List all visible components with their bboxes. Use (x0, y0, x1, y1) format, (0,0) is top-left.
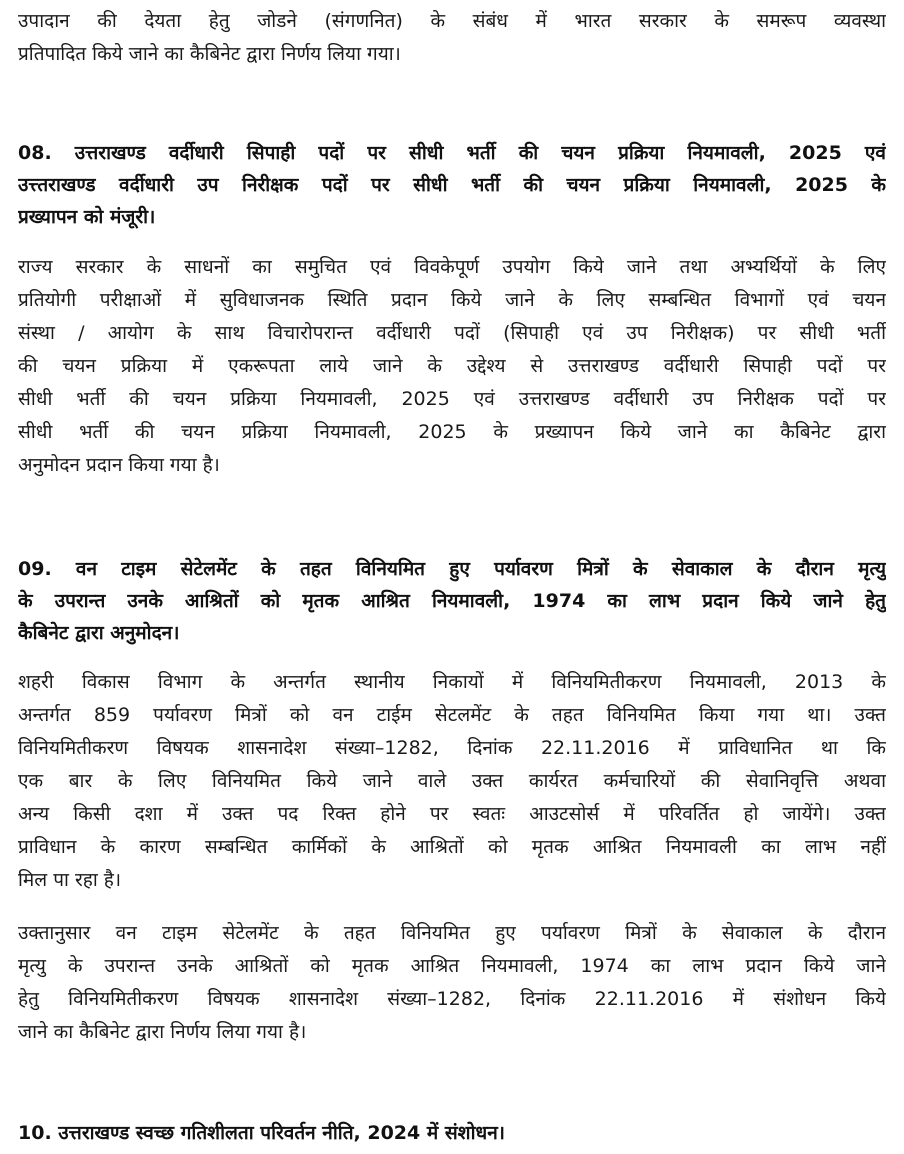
paragraph-line: विनियमितीकरण विषयक शासनादेश संख्या–1282, दिनांक 22.11.2016 में प्राविधानित था कि (18, 737, 886, 759)
item-09-paragraph-2 (18, 917, 886, 1049)
paragraph-line: राज्य सरकार के साधनों का समुचित एवं विवकेपूर्ण उपयोग किये जाने तथा अभ्यर्थियों के लिए (18, 256, 886, 278)
paragraph-line: अन्तर्गत 859 पर्यावरण मित्रों को वन टाईम सेटलमेंट के तहत विनियमित किया गया था। उक्त (18, 704, 886, 726)
paragraph-line: सीधी भर्ती की चयन प्रक्रिया नियमावली, 2025 के प्रख्यापन किये जाने का कैबिनेट द्वारा (18, 421, 886, 443)
item-10-heading (18, 1117, 886, 1149)
item-09-paragraph-1 (18, 666, 886, 897)
paragraph-line: हेतु विनियमितीकरण विषयक शासनादेश संख्या–1282, दिनांक 22.11.2016 में संशोधन किये (18, 988, 886, 1010)
paragraph-line: उपादान की देयता हेतु जोडने (संगणनित) के संबंध में भारत सरकार के समरूप व्यवस्था (18, 10, 886, 32)
paragraph-line: प्रतिपादित किये जाने का कैबिनेट द्वारा निर्णय लिया गया। (18, 43, 401, 65)
intro-paragraph (18, 5, 886, 71)
paragraph-line: एक बार के लिए विनियमित किये जाने वाले उक्त कार्यरत कर्मचारियों की सेवानिवृत्ति अथवा (18, 770, 886, 792)
paragraph-line: संस्था / आयोग के साथ विचारोपरान्त वर्दीधारी पदों (सिपाही एवं उप निरीक्षक) पर सीधी भर्ती (18, 322, 886, 344)
paragraph-line: मिल पा रहा है। (18, 869, 122, 891)
paragraph-line: प्राविधान के कारण सम्बन्धित कार्मिकों के आश्रितों को मृतक आश्रित नियमावली का लाभ नहीं (18, 836, 886, 858)
paragraph-line: उक्तानुसार वन टाइम सेटेलमेंट के तहत विनियमित हुए पर्यावरण मित्रों के सेवाकाल के दौरान (18, 922, 886, 944)
heading-line: उत्त्तराखण्ड वर्दीधारी उप निरीक्षक पदों पर सीधी भर्ती की चयन प्रक्रिया नियमावली, 2025 के (18, 174, 886, 196)
heading-line: 10. उत्तराखण्ड स्वच्छ गतिशीलता परिवर्तन नीति, 2024 में संशोधन। (18, 1122, 505, 1144)
item-08-heading (18, 137, 886, 233)
paragraph-line: अन्य किसी दशा में उक्त पद रिक्त होने पर स्वतः आउटसोर्स में परिवर्तित हो जायेंगे। उक्त (18, 803, 886, 825)
paragraph-line: की चयन प्रक्रिया में एकरूपता लाये जाने के उद्देश्य से उत्तराखण्ड वर्दीधारी सिपाही पदों पर (18, 355, 886, 377)
paragraph-line: अनुमोदन प्रदान किया गया है। (18, 454, 220, 476)
heading-line: के उपरान्त उनके आश्रितों को मृतक आश्रित नियमावली, 1974 का लाभ प्रदान किये जाने हेतु (18, 590, 886, 612)
heading-line: प्रख्यापन को मंजूरी। (18, 206, 156, 228)
paragraph-line: मृत्यु के उपरान्त उनके आश्रितों को मृतक आश्रित नियमावली, 1974 का लाभ प्रदान किये जाने (18, 955, 886, 977)
paragraph-line: सीधी भर्ती की चयन प्रक्रिया नियमावली, 2025 एवं उत्तराखण्ड वर्दीधारी उप निरीक्षक पदों पर (18, 388, 886, 410)
item-08-paragraph (18, 251, 886, 482)
paragraph-line: जाने का कैबिनेट द्वारा निर्णय लिया गया है। (18, 1021, 307, 1043)
paragraph-line: शहरी विकास विभाग के अन्तर्गत स्थानीय निकायों में विनियमितीकरण नियमावली, 2013 के (18, 671, 886, 693)
paragraph-line: प्रतियोगी परीक्षाओं में सुविधाजनक स्थिति प्रदान किये जाने के लिए सम्बन्धित विभागों एवं चयन (18, 289, 886, 311)
heading-line: 09. वन टाइम सेटेलमेंट के तहत विनियमित हुए पर्यावरण मित्रों के सेवाकाल के दौरान मृत्यु (18, 558, 886, 580)
heading-line: कैबिनेट द्वारा अनुमोदन। (18, 622, 180, 644)
item-09-heading (18, 553, 886, 649)
heading-line: 08. उत्तराखण्ड वर्दीधारी सिपाही पदों पर सीधी भर्ती की चयन प्रक्रिया नियमावली, 2025 एवं (18, 142, 886, 164)
